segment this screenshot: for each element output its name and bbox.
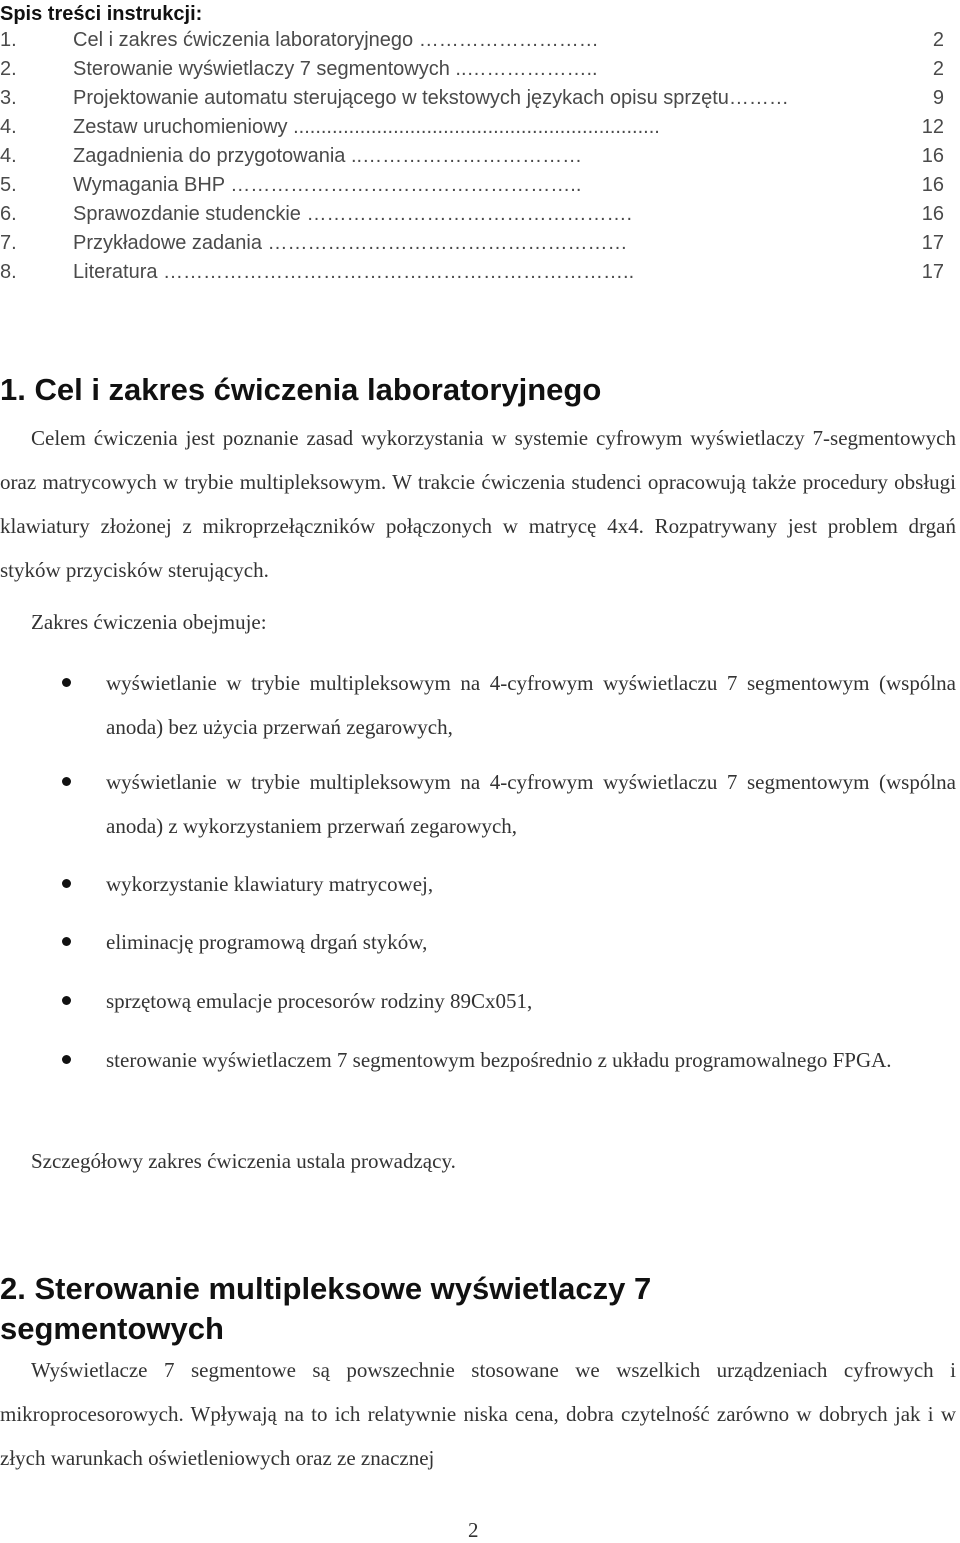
bullet-icon	[62, 678, 71, 687]
toc-entry-title: Zagadnienia do przygotowania ..……………………………	[73, 145, 583, 167]
toc-entry[interactable]	[0, 26, 944, 54]
scope-label: Zakres ćwiczenia obejmuje:	[31, 610, 267, 634]
paragraph: Celem ćwiczenia jest poznanie zasad wykorzystania w systemie cyfrowym wyświetlaczy 7-segmentowych oraz matrycowych w trybie multipleksowym. W trakcie ćwiczenia studenci opracowują także procedury obsługi klawiatury złożonej z mikroprzełączników połączonych w matrycę 4x4. Rozpatrywany jest problem drgań styków przycisków sterujących.	[0, 426, 956, 582]
toc-entry-page: 2	[932, 29, 944, 51]
toc-entry-page: 2	[932, 58, 944, 80]
toc-entry-page: 17	[921, 261, 944, 283]
bullet-icon	[62, 996, 71, 1005]
toc-entry-title: Przykładowe zadania ………………………………………………	[73, 232, 628, 254]
paragraph: Szczegółowy zakres ćwiczenia ustala prowadzący.	[31, 1149, 456, 1173]
toc-entry[interactable]	[0, 258, 944, 286]
toc-entry[interactable]	[0, 84, 944, 112]
toc-entry-number: 2.	[0, 58, 17, 80]
toc-entry-number: 7.	[0, 232, 17, 254]
toc-entry-title: Sprawozdanie studenckie ………………………………………….	[73, 203, 633, 225]
toc-entry-page: 9	[932, 87, 944, 109]
toc-entry[interactable]	[0, 142, 944, 170]
bullet-icon	[62, 879, 71, 888]
toc-entry-number: 5.	[0, 174, 17, 196]
toc-entry-number: 3.	[0, 87, 17, 109]
toc-entry-page: 17	[921, 232, 944, 254]
toc-entry-title: Projektowanie automatu sterującego w tekstowych językach opisu sprzętu………	[73, 87, 789, 109]
list-item: sterowanie wyświetlaczem 7 segmentowym bezpośrednio z układu programowalnego FPGA.	[106, 1048, 892, 1072]
bullet-icon	[62, 1055, 71, 1064]
toc-entry[interactable]	[0, 171, 944, 199]
toc-entry-title: Cel i zakres ćwiczenia laboratoryjnego ………………………	[73, 29, 599, 51]
list-item: eliminację programową drgań styków,	[106, 930, 428, 954]
toc-entry-number: 6.	[0, 203, 17, 225]
list-item: wyświetlanie w trybie multipleksowym na 4-cyfrowym wyświetlaczu 7 segmentowym (wspólna anoda) z wykorzystaniem przerwań zegarowych,	[106, 770, 956, 838]
toc-entry-page: 16	[921, 174, 944, 196]
toc-entry[interactable]	[0, 200, 944, 228]
section-heading-continuation: segmentowych	[0, 1311, 224, 1346]
list-item: wyświetlanie w trybie multipleksowym na 4-cyfrowym wyświetlaczu 7 segmentowym (wspólna anoda) bez użycia przerwań zegarowych,	[106, 671, 956, 739]
bullet-icon	[62, 777, 71, 786]
toc-entry[interactable]	[0, 113, 944, 141]
section-heading: 2. Sterowanie multipleksowe wyświetlaczy 7	[0, 1271, 652, 1306]
section-heading: 1. Cel i zakres ćwiczenia laboratoryjnego	[0, 372, 602, 407]
toc-entry-page: 12	[921, 116, 944, 138]
toc-entry-number: 1.	[0, 29, 17, 51]
toc-entry-title: Wymagania BHP ……………………………………………..	[73, 174, 582, 196]
list-item: sprzętową emulacje procesorów rodziny 89Cx051,	[106, 989, 533, 1013]
toc-entry-title: Literatura ……………………………………………………………..	[73, 261, 635, 283]
toc-entry[interactable]	[0, 55, 944, 83]
toc-entry-page: 16	[921, 203, 944, 225]
toc-entry[interactable]	[0, 229, 944, 257]
toc-entry-number: 4.	[0, 145, 17, 167]
toc-entry-number: 4.	[0, 116, 17, 138]
toc-entry-number: 8.	[0, 261, 17, 283]
toc-entry-title: Sterowanie wyświetlaczy 7 segmentowych ..………………..	[73, 58, 598, 80]
bullet-icon	[62, 937, 71, 946]
list-item: wykorzystanie klawiatury matrycowej,	[106, 872, 434, 896]
paragraph: Wyświetlacze 7 segmentowe są powszechnie stosowane we wszelkich urządzeniach cyfrowych i mikroprocesorowych. Wpływają na to ich relatywnie niska cena, dobra czytelność zarówno w dobrych jak i w złych warunkach oświetleniowych oraz ze znacznej	[0, 1358, 956, 1470]
toc-entry-title: Zestaw uruchomieniowy ..................................................................	[73, 116, 660, 138]
page-number: 2	[468, 1518, 479, 1542]
toc-entry-page: 16	[921, 145, 944, 167]
toc-heading: Spis treści instrukcji:	[0, 3, 203, 25]
